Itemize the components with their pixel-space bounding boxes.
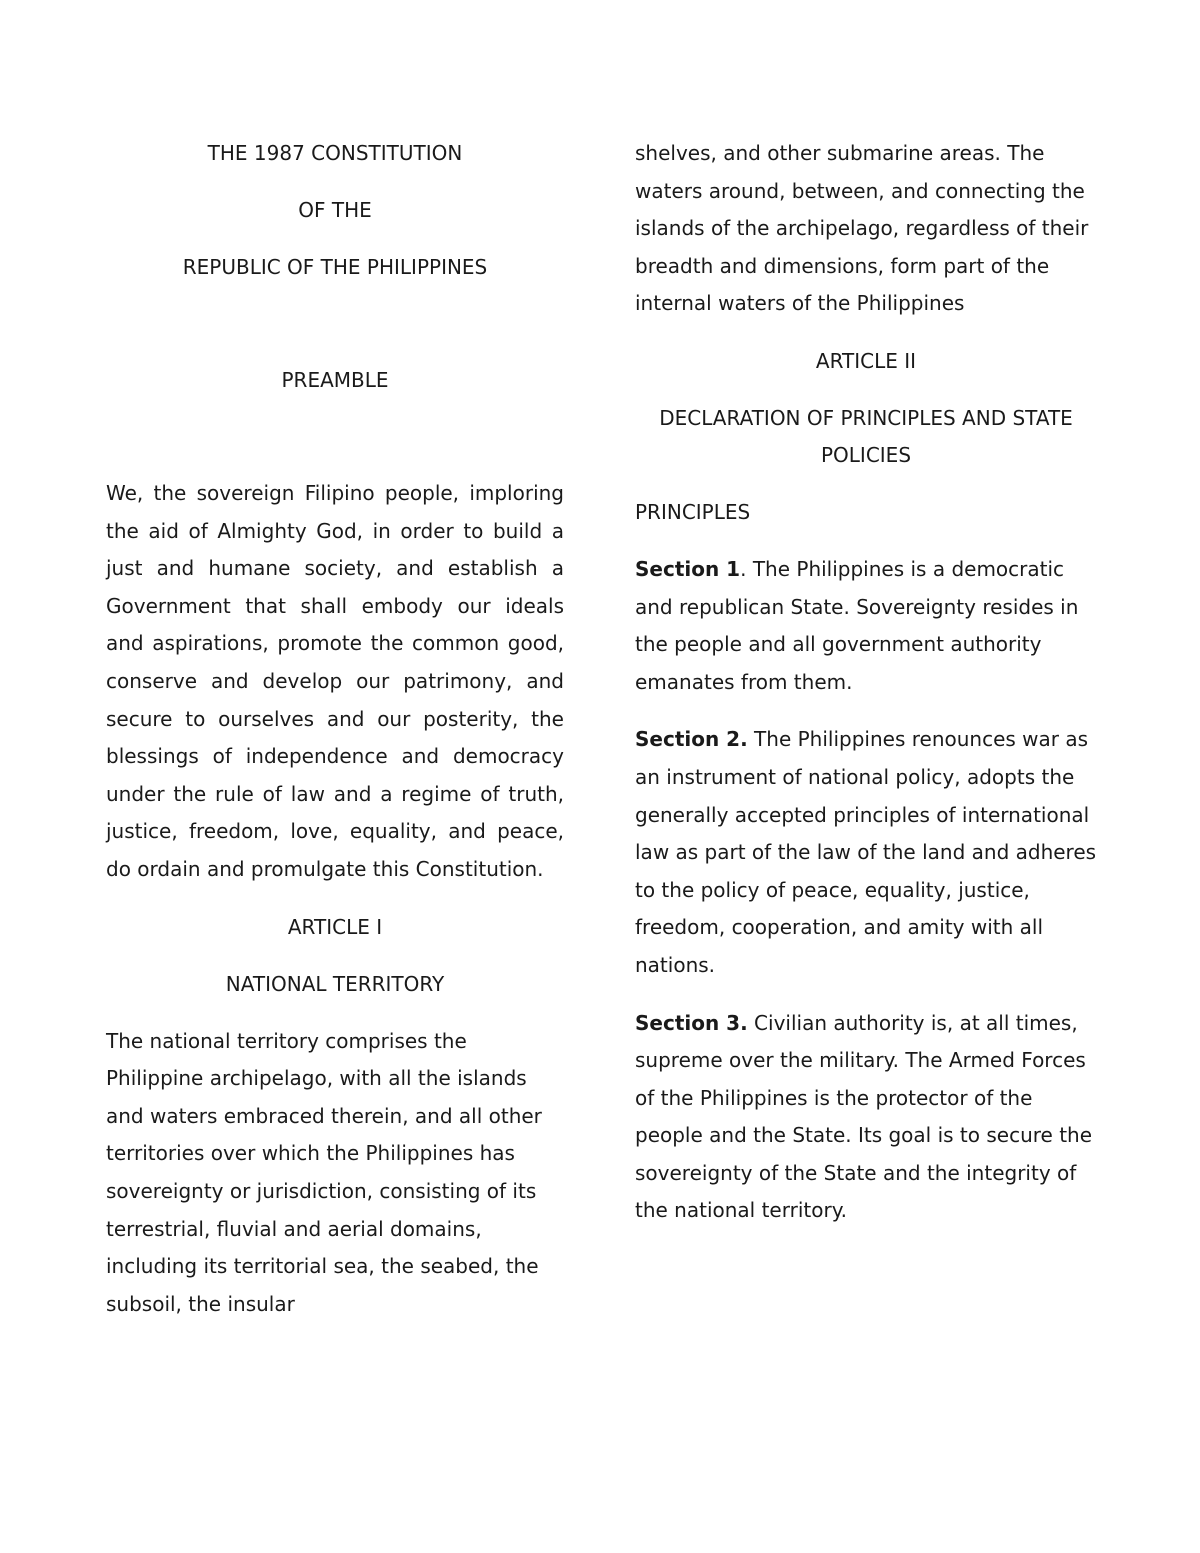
article-1-title: NATIONAL TERRITORY bbox=[225, 971, 445, 996]
article-2-title: DECLARATION OF PRINCIPLES AND STATE POLICIES bbox=[659, 405, 1073, 467]
section-3-paragraph bbox=[635, 1005, 1097, 1231]
section-1-text: . The Philippines is a democratic and republican State. Sovereignty resides in the people and all government authority emanates from them. bbox=[635, 556, 1079, 694]
document-title-line-2: OF THE bbox=[298, 198, 372, 222]
document-title-line-1: THE 1987 CONSTITUTION bbox=[207, 141, 463, 165]
article-1-heading: ARTICLE I bbox=[287, 914, 383, 939]
section-2-label: Section 2. bbox=[635, 727, 748, 752]
section-3-label: Section 3. bbox=[635, 1010, 748, 1035]
section-2-paragraph bbox=[635, 721, 1097, 984]
principles-heading: PRINCIPLES bbox=[635, 499, 751, 524]
article-2-heading: ARTICLE II bbox=[815, 348, 917, 373]
section-3-text: Civilian authority is, at all times, supreme over the military. The Armed Forces of the Philippines is the protector of the people and the State. Its goal is to secure the sovereignty of the State and the integrity of the national territory. bbox=[635, 1010, 1093, 1223]
section-1-label: Section 1 bbox=[635, 556, 741, 581]
preamble-heading: PREAMBLE bbox=[281, 368, 389, 392]
preamble-text: We, the sovereign Filipino people, imploring the aid of Almighty God, in order to build a just and humane society, and establish a Government that shall embody our ideals and aspirations, promote the common good, conserve and develop our patrimony, and secure to ourselves and our posterity, the blessings of independence and democracy under the rule of law and a regime of truth, justice, freedom, love, equality, and peace, do ordain and promulgate this Constitution. bbox=[106, 481, 564, 881]
section-1-paragraph bbox=[635, 551, 1097, 701]
article-1-continued-text: shelves, and other submarine areas. The waters around, between, and connecting the islands of the archipelago, regardless of their breadth and dimensions, form part of the internal waters of the Philippines bbox=[635, 141, 1089, 316]
section-2-text: The Philippines renounces war as an instrument of national policy, adopts the generally accepted principles of international law as part of the law of the land and adheres to the policy of peace, equality, justice, freedom, cooperation, and amity with all nations. bbox=[635, 727, 1097, 977]
article-1-text: The national territory comprises the Philippine archipelago, with all the islands and waters embraced therein, and all other territories over which the Philippines has sovereignty or jurisdiction, consisting of its terrestrial, fluvial and aerial domains, including its territorial sea, the seabed, the subsoil, the insular bbox=[106, 1028, 542, 1316]
document-title-line-3: REPUBLIC OF THE PHILIPPINES bbox=[182, 255, 488, 279]
right-column bbox=[635, 135, 1097, 1230]
left-column bbox=[106, 135, 564, 1323]
